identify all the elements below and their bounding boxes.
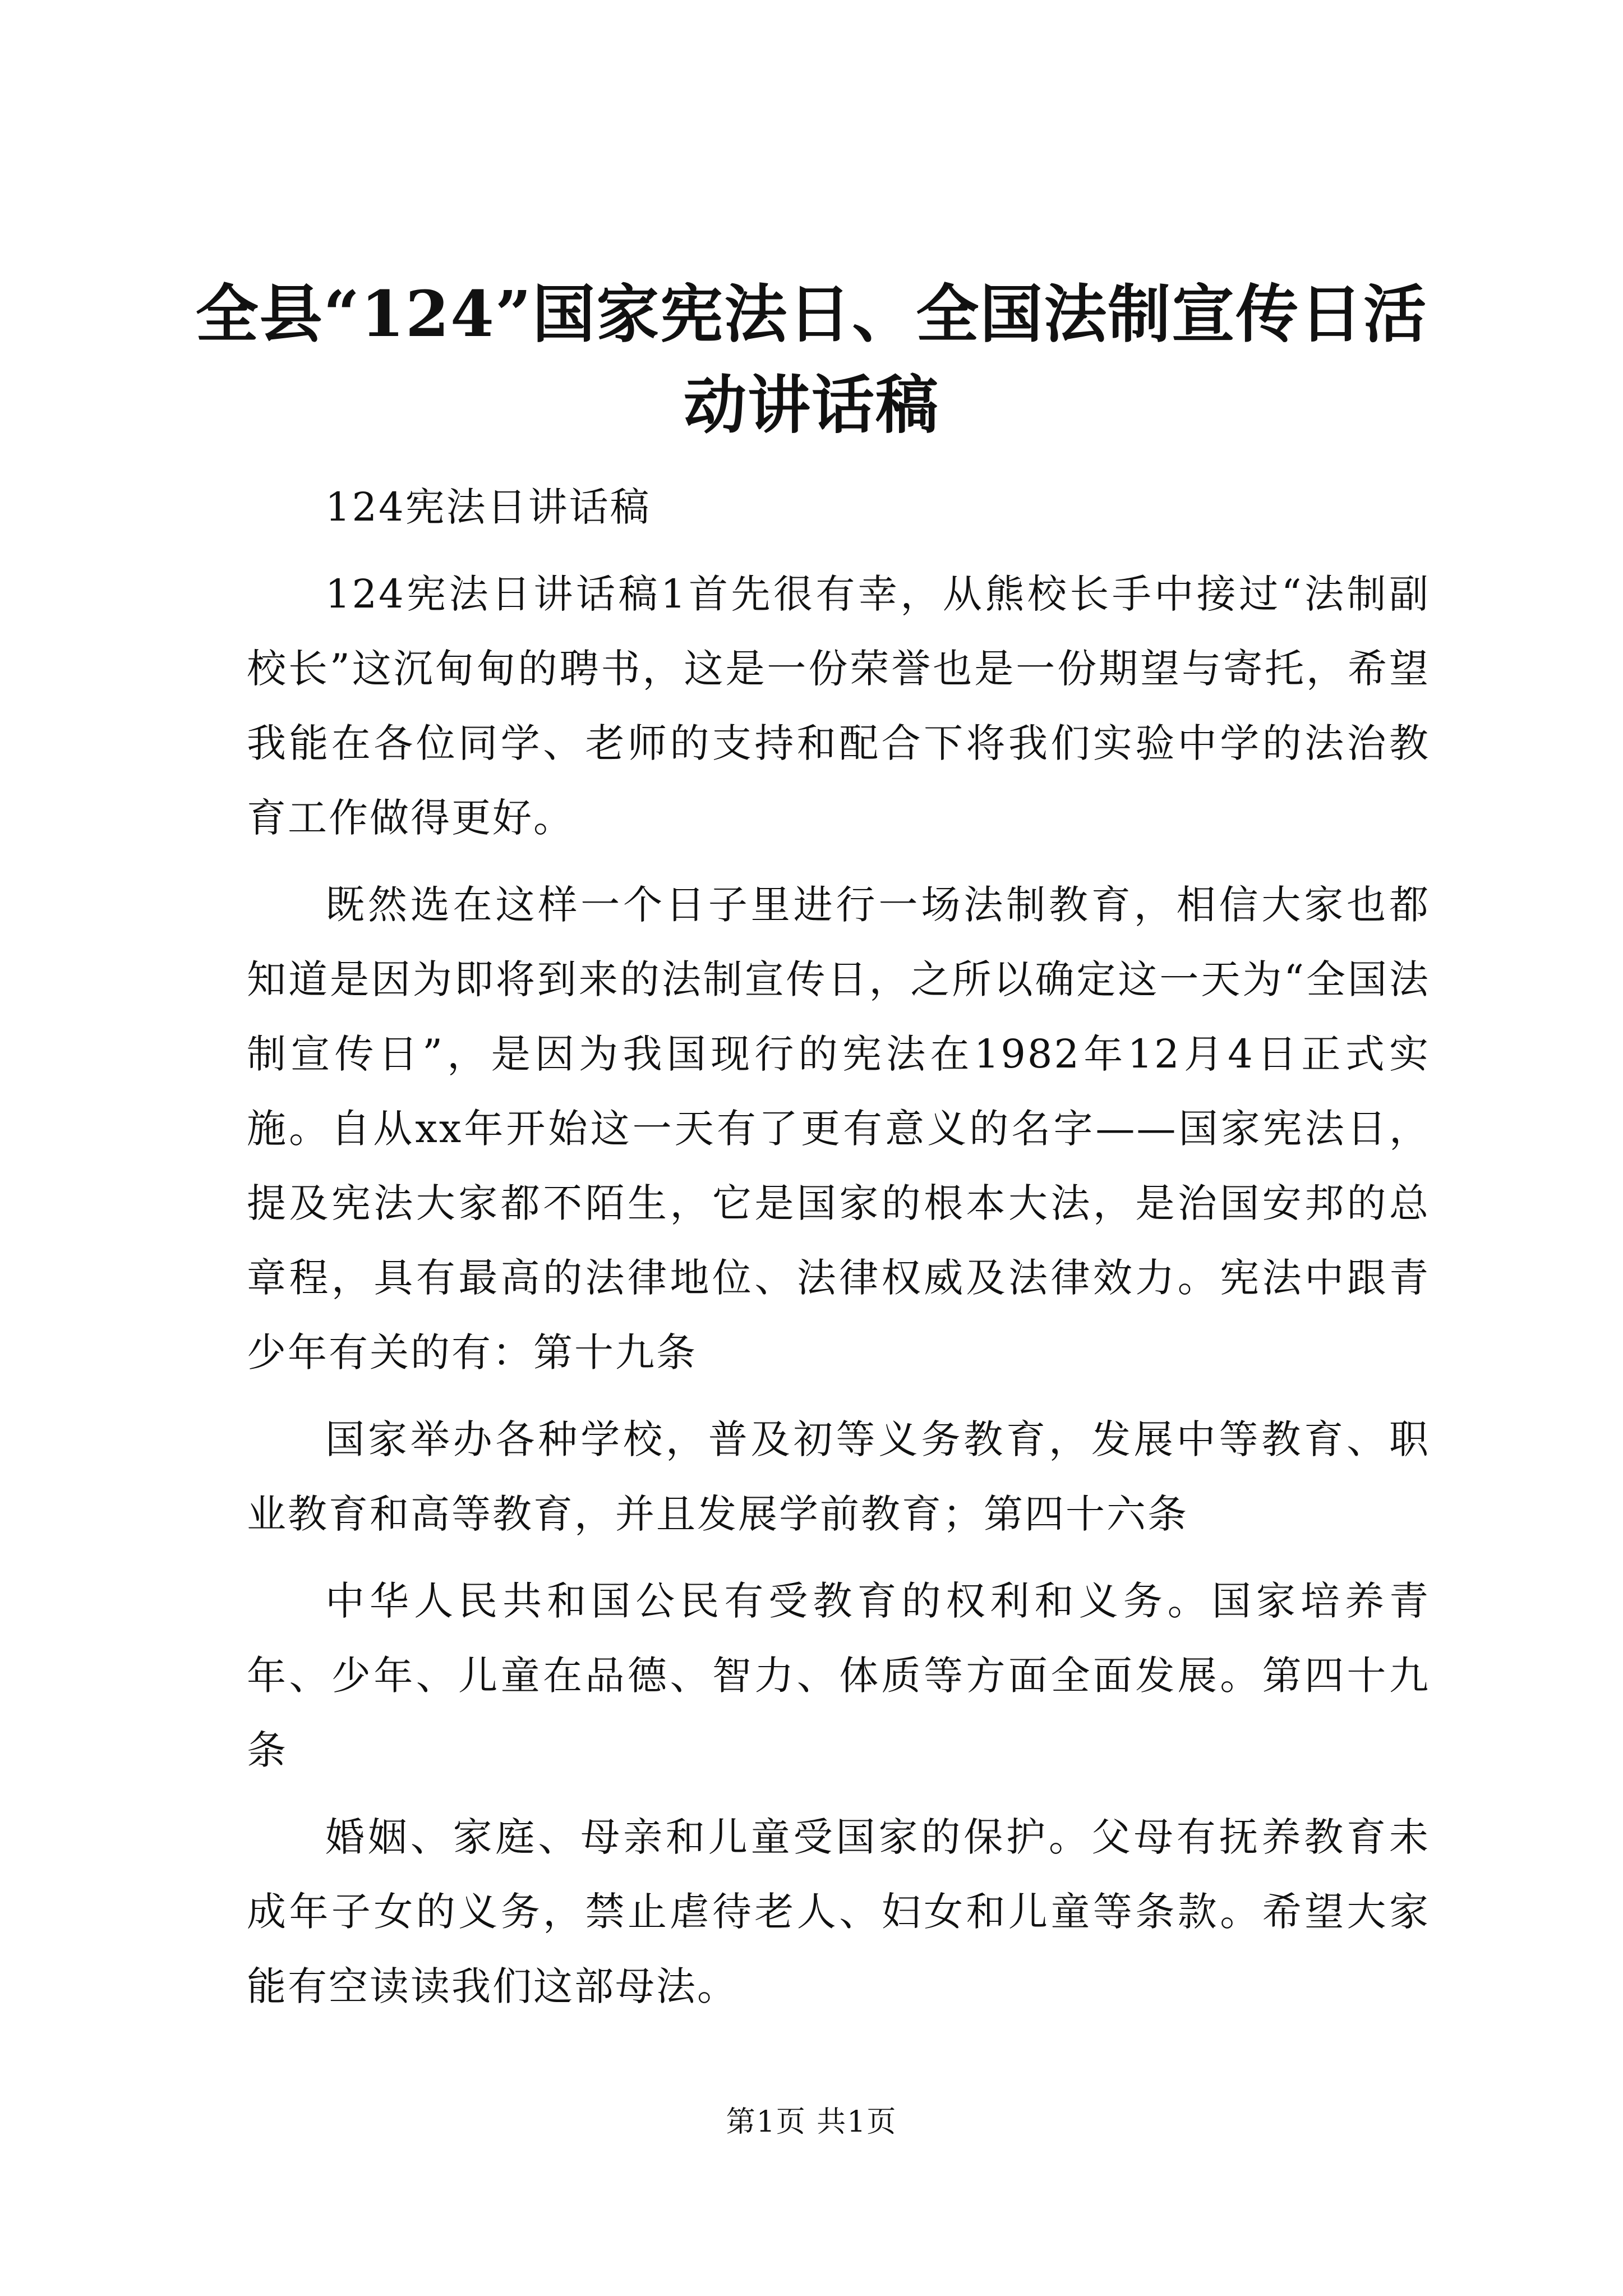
paragraph-article-19: 国家举办各种学校，普及初等义务教育，发展中等教育、职业教育和高等教育，并且发展学前教育；第四十六条 bbox=[247, 1416, 1430, 1537]
paragraph-article-46: 中华人民共和国公民有受教育的权利和义务。国家培养青年、少年、儿童在品德、智力、体质等方面全面发展。第四十九条 bbox=[247, 1578, 1430, 1773]
document-title: 全县“124”国家宪法日、全国法制宣传日活动讲话稿 bbox=[195, 278, 1428, 442]
paragraph-article-49: 婚姻、家庭、母亲和儿童受国家的保护。父母有抚养教育未成年子女的义务，禁止虐待老人、妇女和儿童等条款。希望大家能有空读读我们这部母法。 bbox=[247, 1814, 1430, 2009]
document-body bbox=[247, 470, 1430, 2036]
paragraph-heading: 124宪法日讲话稿 bbox=[325, 484, 651, 530]
paragraph-constitution-day: 既然选在这样一个日子里进行一场法制教育，相信大家也都知道是因为即将到来的法制宣传日，之所以确定这一天为“全国法制宣传日”，是因为我国现行的宪法在1982年12月4日正式实施。自从xx年开始这一天有了更有意义的名字——国家宪法日，提及宪法大家都不陌生，它是国家的根本大法，是治国安邦的总章程，具有最高的法律地位、法律权威及法律效力。宪法中跟青少年有关的有：第十九条 bbox=[247, 882, 1430, 1375]
page-footer: 第1页 共1页 bbox=[726, 2105, 897, 2139]
paragraph-intro: 124宪法日讲话稿1首先很有幸，从熊校长手中接过“法制副校长”这沉甸甸的聘书，这是一份荣誉也是一份期望与寄托，希望我能在各位同学、老师的支持和配合下将我们实验中学的法治教育工作做得更好。 bbox=[247, 571, 1430, 841]
